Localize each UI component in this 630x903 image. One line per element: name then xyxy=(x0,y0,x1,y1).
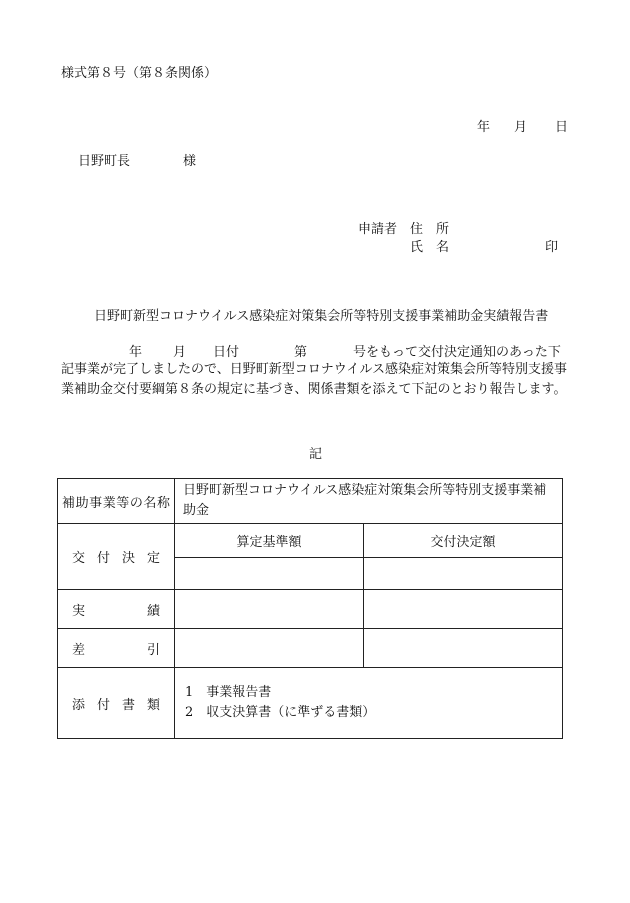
attach-list xyxy=(175,668,563,739)
body-line1-tail: 号をもって交付決定通知のあった下 xyxy=(353,345,561,360)
diff-decision-cell xyxy=(364,629,563,668)
table-row-project xyxy=(58,479,563,524)
document-title: 日野町新型コロナウイルス感染症対策集会所等特別支援事業補助金実績報告書 xyxy=(94,309,549,324)
standard-amount-cell xyxy=(175,558,364,590)
col-decision-amount: 交付決定額 xyxy=(364,524,563,558)
applicant-name-label: 氏 名 xyxy=(410,240,450,255)
addressee-honorific: 様 xyxy=(183,154,197,169)
date-month: 月 xyxy=(514,120,528,135)
actual-label: 実績 xyxy=(58,590,175,629)
form-code: 様式第８号（第８条関係） xyxy=(61,66,218,81)
table-row-diff xyxy=(58,629,563,668)
table-row-actual xyxy=(58,590,563,629)
actual-standard-cell xyxy=(175,590,364,629)
list-item: 2 収支決算書（に準ずる書類） xyxy=(185,705,376,720)
diff-standard-cell xyxy=(175,629,364,668)
ki-heading: 記 xyxy=(309,447,323,462)
applicant-address-label: 住 所 xyxy=(410,222,450,237)
seal-mark: 印 xyxy=(545,240,559,255)
diff-label: 差引 xyxy=(58,629,175,668)
report-table xyxy=(57,478,563,739)
addressee-name: 日野町長 xyxy=(78,154,131,169)
body-date-suffix: 日付 xyxy=(213,345,240,360)
applicant-label: 申請者 xyxy=(358,222,398,237)
date-year: 年 xyxy=(477,120,491,135)
project-name-value: 日野町新型コロナウイルス感染症対策集会所等特別支援事業補助金 xyxy=(175,479,563,524)
table-row-attach xyxy=(58,668,563,739)
decision-amount-cell xyxy=(364,558,563,590)
project-name-label: 補助事業等の名称 xyxy=(58,479,175,524)
actual-decision-cell xyxy=(364,590,563,629)
attach-label: 添付書類 xyxy=(58,668,175,739)
col-standard-amount: 算定基準額 xyxy=(175,524,364,558)
body-number-prefix: 第 xyxy=(294,345,308,360)
decision-label: 交付決定 xyxy=(58,524,175,590)
body-year: 年 xyxy=(129,345,143,360)
table-row-decision xyxy=(58,524,563,558)
date-day: 日 xyxy=(555,120,569,135)
body-paragraph: 記事業が完了しましたので、日野町新型コロナウイルス感染症対策集会所等特別支援事業補助金交付要綱第８条の規定に基づき、関係書類を添えて下記のとおり報告します。 xyxy=(61,362,567,397)
body-month: 月 xyxy=(173,345,187,360)
list-item: 1 事業報告書 xyxy=(185,685,272,700)
